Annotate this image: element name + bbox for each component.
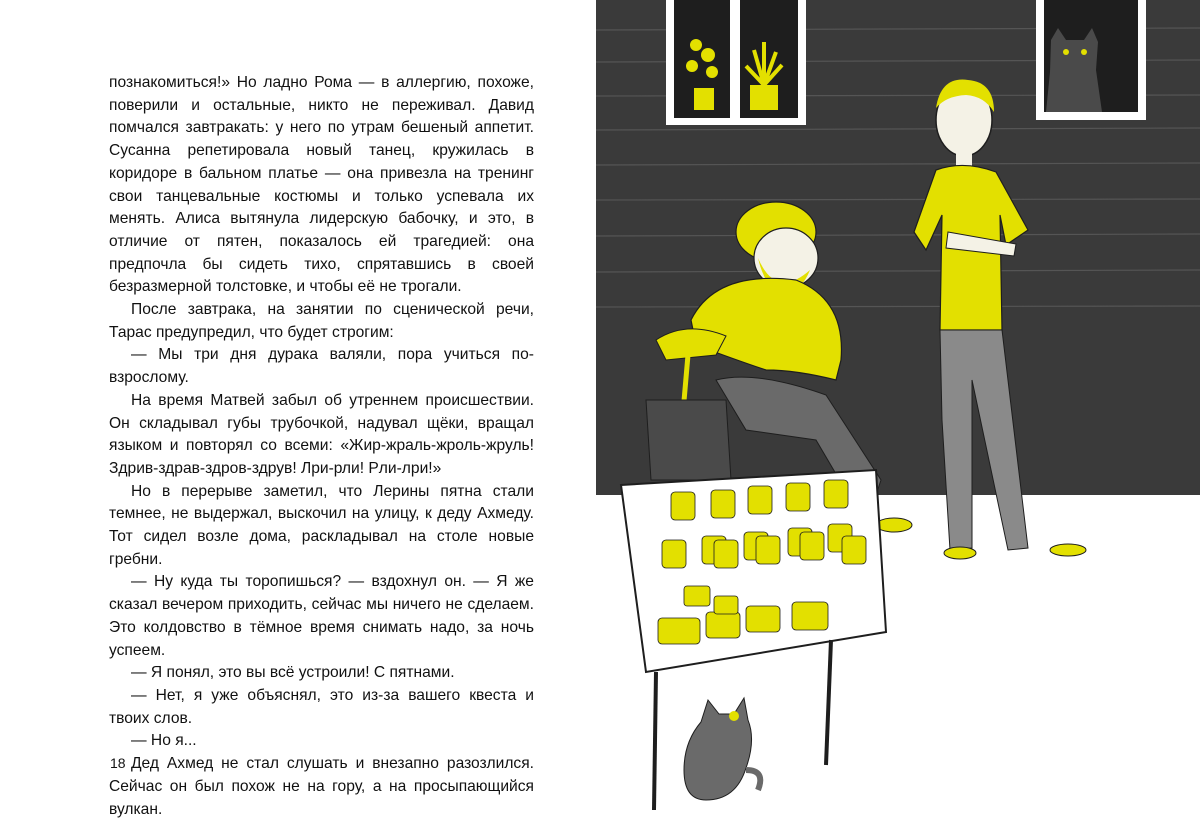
paragraph: познакомиться!» Но ладно Рома — в аллергию, похоже, поверили и остальные, никто не переживал. Давид помчался завтракать: у него по утрам бешеный аппетит. Сусанна репетировала новый танец, кружилась в коридоре в бальном платье — она привезла на тренинг свои танцевальные костюмы и только успевала их менять. Алиса вытянула лидерскую бабочку, и это, в отличие от пятен, показалось ей трагедией: она предпочла бы сидеть тихо, спрятавшись в своей безразмерной толстовке, и чтобы её не трогали. bbox=[109, 74, 534, 296]
cat-in-window bbox=[1046, 28, 1102, 112]
dialogue-line: — Мы три дня дурака валяли, пора учиться по-взрослому. bbox=[109, 346, 534, 387]
illustration-svg bbox=[596, 0, 1200, 822]
illustration bbox=[596, 0, 1200, 822]
dialogue-line: — Я понял, это вы всё устроили! С пятнами. bbox=[131, 664, 455, 682]
paragraph: После завтрака, на занятии по сценической речи, Тарас предупредил, что будет строгим: bbox=[109, 301, 534, 341]
dialogue-line: — Нет, я уже объяснял, это из-за вашего квеста и твоих слов. bbox=[109, 686, 534, 727]
paragraph: Но в перерыве заметил, что Лерины пятна стали темнее, не выдержал, выскочил на улицу, к деду Ахмеду. Тот сидел возле дома, раскладывал на столе новые гребни. bbox=[109, 482, 534, 568]
paragraph: Дед Ахмед не стал слушать и внезапно разозлился. Сейчас он был похож не на гору, а на просыпающийся вулкан. bbox=[109, 755, 534, 818]
dialogue-line: — Ну куда ты торопишься? — вздохнул он. — Я же сказал вечером приходить, сейчас мы ничего не сделаем. Это колдовство в тёмное время снимать надо, за ночь успеем. bbox=[109, 573, 534, 659]
text-column bbox=[109, 72, 534, 821]
window-left bbox=[666, 0, 806, 125]
page-number: 18 bbox=[110, 755, 126, 771]
window-right bbox=[1036, 0, 1146, 120]
dialogue-line: — Но я... bbox=[131, 732, 197, 750]
paragraph: На время Матвей забыл об утреннем происшествии. Он складывал губы трубочкой, надувал щёки, вращал языком и повторял со всеми: «Жир-жраль-жроль-жруль! Здрив-здрав-здров-здрув! Лри-рли! Рли-лри!» bbox=[109, 391, 534, 477]
